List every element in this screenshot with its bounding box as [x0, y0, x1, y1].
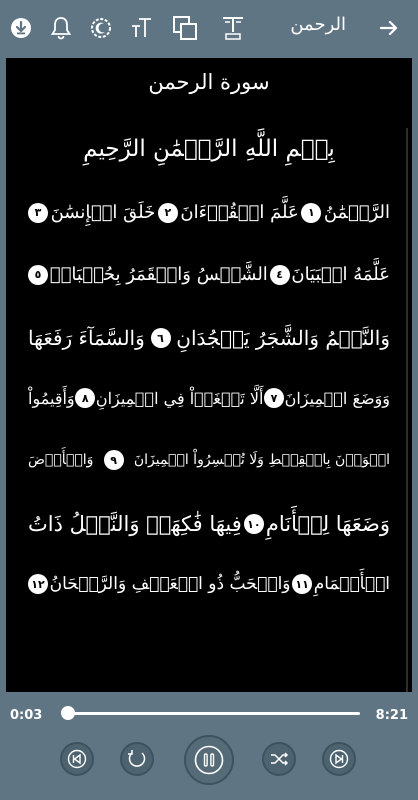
- download-icon: [9, 16, 33, 40]
- back-arrow-icon: [378, 17, 400, 39]
- current-time: 0:03: [10, 708, 43, 723]
- ayah-text[interactable]: فِيهَا فَٰكِهَةٞ وَالنَّخۡلُ ذَاتُ: [28, 512, 242, 536]
- audio-player: [0, 692, 418, 800]
- ayah-text[interactable]: أَلَّا تَطۡغَوۡاْ فِي الۡمِيزَانِ: [95, 388, 264, 408]
- previous-button[interactable]: [60, 742, 94, 776]
- ayah-line[interactable]: [28, 326, 390, 350]
- ayah-text[interactable]: الۡوَزۡنَ بِالۡقِسۡطِ وَلَا تُخۡسِرُواْ الۡمِيزَانَ: [133, 452, 390, 468]
- ayah-text[interactable]: عَلَّمَهُ الۡبَيَانَ: [291, 264, 390, 285]
- pause-button[interactable]: [184, 735, 234, 785]
- ayah-line[interactable]: [28, 512, 390, 536]
- repeat-button[interactable]: [120, 742, 154, 776]
- repeat-icon: [126, 748, 148, 770]
- ayah-text[interactable]: الشَّمۡسُ وَالۡقَمَرُ بِحُسۡبَانٖ: [49, 264, 268, 285]
- notifications-button[interactable]: [44, 10, 78, 46]
- next-icon: [329, 749, 349, 769]
- ayah-number-marker: ٧: [264, 388, 284, 408]
- quran-page[interactable]: [6, 58, 412, 692]
- seek-thumb[interactable]: [61, 706, 75, 720]
- pause-icon: [194, 745, 224, 775]
- ayah-number-marker: ٨: [75, 388, 95, 408]
- ayah-number-marker: ٣: [28, 203, 48, 223]
- basmala: بِسۡمِ اللَّهِ الرَّحۡمَٰنِ الرَّحِيمِ: [83, 136, 335, 162]
- bell-icon: [49, 15, 73, 41]
- next-button[interactable]: [322, 742, 356, 776]
- download-button[interactable]: [4, 10, 38, 46]
- ayah-text[interactable]: الۡأَكۡمَامِ: [313, 574, 390, 594]
- page-title: الرحمن: [290, 14, 346, 35]
- theme-button[interactable]: [84, 10, 118, 46]
- ayah-line[interactable]: [28, 574, 390, 594]
- ayah-text[interactable]: وَالسَّمَآءَ رَفَعَهَا: [28, 326, 145, 350]
- ayah-text[interactable]: وَضَعَهَا لِلۡأَنَامِ: [265, 512, 390, 536]
- copy-button[interactable]: [168, 10, 202, 46]
- ayah-text[interactable]: عَلَّمَ الۡقُرۡءَانَ: [180, 202, 299, 223]
- ayah-line[interactable]: [28, 202, 390, 223]
- ayah-text[interactable]: وَالۡحَبُّ ذُو الۡعَصۡفِ وَالرَّيۡحَانُ: [49, 574, 291, 594]
- shuffle-icon: [268, 748, 290, 770]
- text-format-icon: [220, 14, 246, 42]
- previous-icon: [67, 749, 87, 769]
- ayah-text[interactable]: خَلَقَ الۡإِنسَٰنَ: [50, 202, 156, 223]
- shuffle-button[interactable]: [262, 742, 296, 776]
- ayah-text[interactable]: وَالۡأَرۡضَ: [28, 452, 94, 468]
- copy-icon: [171, 14, 199, 42]
- ayah-line[interactable]: [28, 450, 390, 470]
- ayah-number-marker: ٤: [270, 265, 290, 285]
- text-format-button[interactable]: [216, 10, 250, 46]
- ayah-number-marker: ١١: [292, 574, 312, 594]
- ayah-number-marker: ١٢: [28, 574, 48, 594]
- ayah-number-marker: ١: [301, 203, 321, 223]
- ayah-number-marker: ١٠: [244, 514, 264, 534]
- ayah-number-marker: ٩: [104, 450, 124, 470]
- ayah-line[interactable]: [28, 264, 390, 285]
- ayah-number-marker: ٢: [158, 203, 178, 223]
- ayah-text[interactable]: وَأَقِيمُواْ: [28, 388, 75, 408]
- ayah-text[interactable]: وَالنَّجۡمُ وَالشَّجَرُ يَسۡجُدَانِ: [176, 326, 390, 350]
- total-time: 8:21: [375, 708, 408, 723]
- back-button[interactable]: [372, 10, 406, 46]
- ayah-number-marker: ٦: [151, 328, 171, 348]
- reader-scrollbar[interactable]: [406, 128, 408, 728]
- ayah-number-marker: ٥: [28, 265, 48, 285]
- font-size-button[interactable]: [124, 10, 158, 46]
- ayah-line[interactable]: [28, 388, 390, 408]
- font-size-icon: [128, 15, 154, 41]
- surah-title: سورة الرحمن: [148, 70, 270, 94]
- seek-bar[interactable]: [66, 712, 360, 715]
- ayah-text[interactable]: وَوَضَعَ الۡمِيزَانَ: [284, 388, 390, 408]
- mushaf-theme-icon: [88, 15, 114, 41]
- ayah-text[interactable]: الرَّحۡمَٰنُ: [323, 202, 390, 223]
- top-toolbar: [0, 0, 418, 56]
